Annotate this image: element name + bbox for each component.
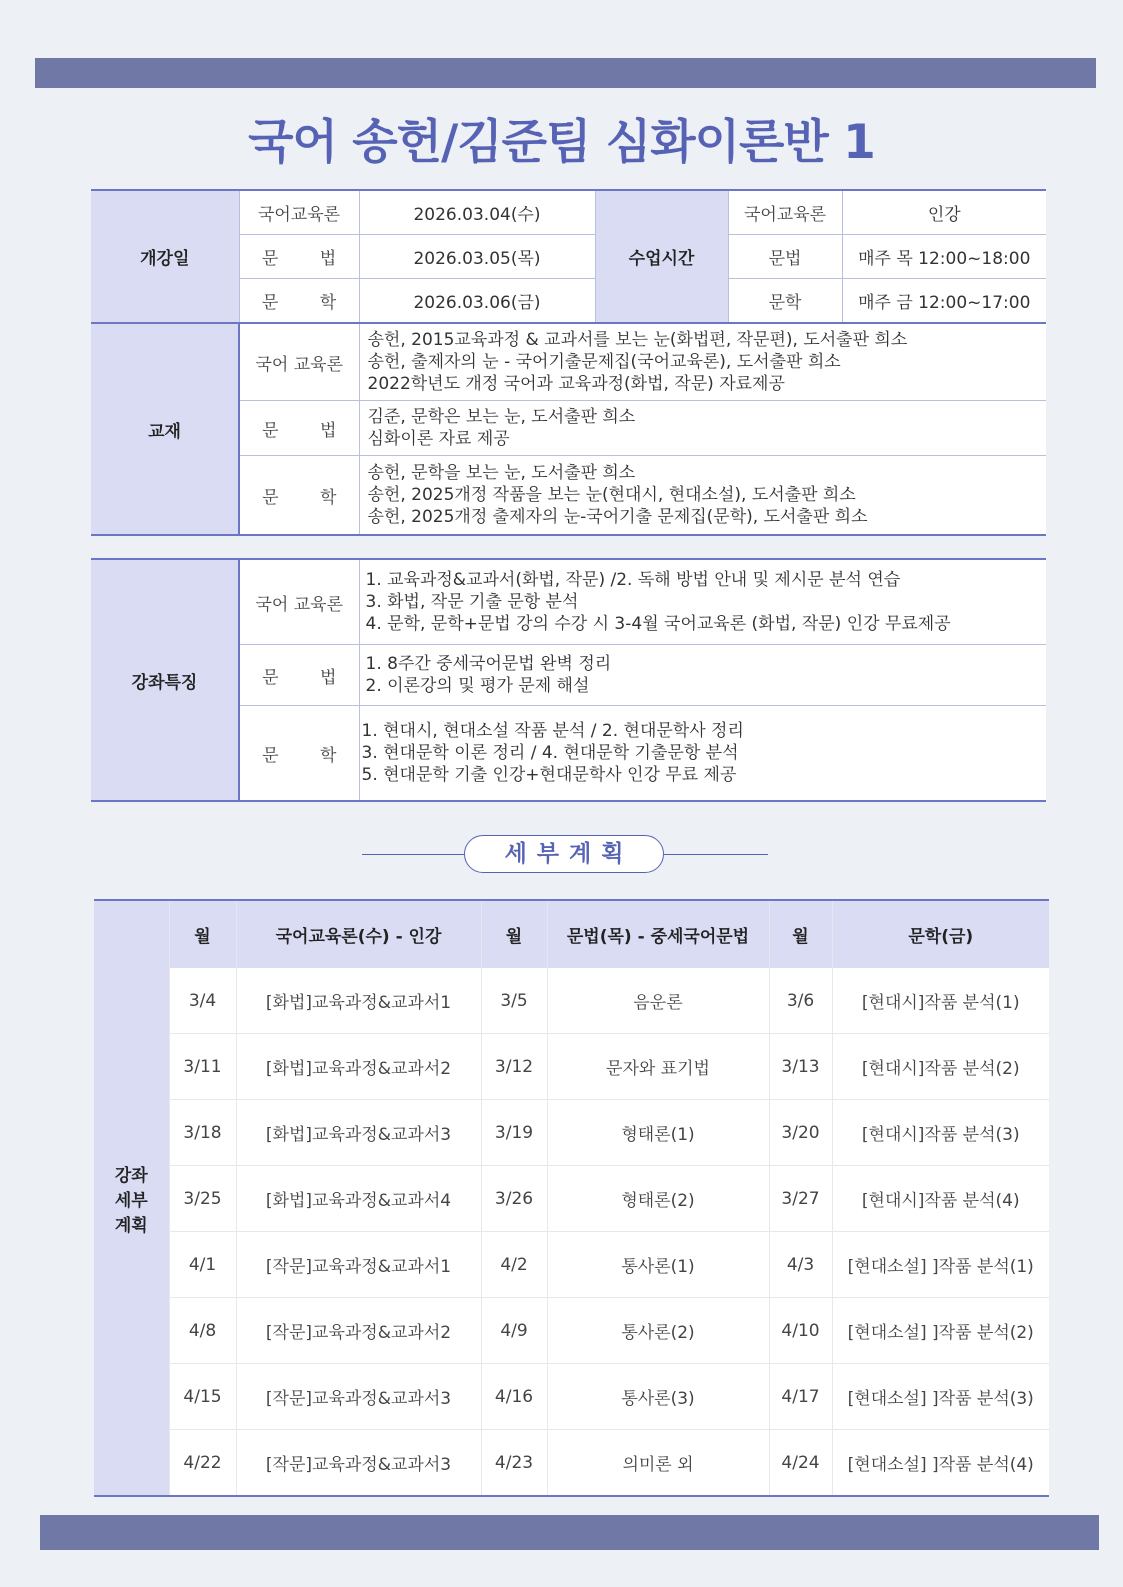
topic-cell: 통사론(2) <box>547 1298 769 1364</box>
col-header-month: 월 <box>769 900 832 968</box>
topic-cell: 음운론 <box>547 968 769 1034</box>
textbook-subject: 문 법 <box>239 401 359 456</box>
date-cell: 3/20 <box>769 1100 832 1166</box>
topic-cell: [화법]교육과정&교과서3 <box>236 1100 481 1166</box>
date-cell: 3/4 <box>169 968 236 1034</box>
class-time-subject: 문법 <box>728 235 842 279</box>
col-header-month: 월 <box>481 900 547 968</box>
date-cell: 4/8 <box>169 1298 236 1364</box>
class-time-value: 매주 목 12:00~18:00 <box>842 235 1046 279</box>
topic-cell: 형태론(2) <box>547 1166 769 1232</box>
date-cell: 4/1 <box>169 1232 236 1298</box>
course-info-table <box>91 189 1046 536</box>
textbook-line: 송헌, 2025개정 출제자의 눈-국어기출 문제집(문학), 도서출판 희소 <box>367 507 868 527</box>
textbook-list <box>359 323 1046 401</box>
class-time-value: 매주 금 12:00~17:00 <box>842 279 1046 324</box>
side-label-line: 강좌 <box>114 1165 148 1186</box>
topic-cell: 통사론(1) <box>547 1232 769 1298</box>
bottom-banner-bar <box>40 1515 1099 1550</box>
features-line: 3. 화법, 작문 기출 문항 분석 <box>365 592 579 612</box>
opening-date: 2026.03.04(수) <box>359 190 595 235</box>
textbook-line: 송헌, 문학을 보는 눈, 도서출판 희소 <box>367 463 636 483</box>
topic-cell: [현대소설] ]작품 분석(3) <box>832 1364 1049 1430</box>
textbook-list <box>359 401 1046 456</box>
course-features-table <box>91 558 1046 802</box>
textbook-line: 김준, 문학은 보는 눈, 도서출판 희소 <box>367 407 636 427</box>
class-time-subject: 문학 <box>728 279 842 324</box>
opening-subject: 문 법 <box>239 235 359 279</box>
features-line: 3. 현대문학 이론 정리 / 4. 현대문학 기출문항 분석 <box>361 743 739 763</box>
topic-cell: [작문]교육과정&교과서2 <box>236 1298 481 1364</box>
date-cell: 4/10 <box>769 1298 832 1364</box>
topic-cell: 문자와 표기법 <box>547 1034 769 1100</box>
top-banner-bar <box>35 58 1096 88</box>
topic-cell: [화법]교육과정&교과서1 <box>236 968 481 1034</box>
date-cell: 4/24 <box>769 1430 832 1497</box>
features-line: 4. 문학, 문학+문법 강의 수강 시 3-4월 국어교육론 (화법, 작문) 인강 무료제공 <box>365 614 951 634</box>
date-cell: 4/16 <box>481 1364 547 1430</box>
textbook-line: 2022학년도 개정 국어과 교육과정(화법, 작문) 자료제공 <box>367 374 785 394</box>
date-cell: 3/13 <box>769 1034 832 1100</box>
date-cell: 3/26 <box>481 1166 547 1232</box>
page-title: 국어 송헌/김준팀 심화이론반 1 <box>248 115 875 170</box>
textbook-line: 송헌, 출제자의 눈 - 국어기출문제집(국어교육론), 도서출판 희소 <box>367 352 841 372</box>
table-row <box>94 968 1049 1034</box>
table-row <box>94 1298 1049 1364</box>
topic-cell: [현대시]작품 분석(2) <box>832 1034 1049 1100</box>
features-subject: 국어 교육론 <box>239 559 359 645</box>
textbook-subject: 국어 교육론 <box>239 323 359 401</box>
topic-cell: [작문]교육과정&교과서3 <box>236 1430 481 1497</box>
features-label: 강좌특징 <box>91 559 239 801</box>
topic-cell: [화법]교육과정&교과서2 <box>236 1034 481 1100</box>
opening-date: 2026.03.05(목) <box>359 235 595 279</box>
textbook-line: 심화이론 자료 제공 <box>367 429 510 449</box>
topic-cell: [작문]교육과정&교과서3 <box>236 1364 481 1430</box>
col-header-grammar: 문법(목) - 중세국어문법 <box>547 900 769 968</box>
opening-subject: 국어교육론 <box>239 190 359 235</box>
topic-cell: [작문]교육과정&교과서1 <box>236 1232 481 1298</box>
features-line: 1. 8주간 중세국어문법 완벽 정리 <box>365 654 612 674</box>
section-heading: 세부계획 <box>464 835 664 873</box>
features-line: 1. 교육과정&교과서(화법, 작문) /2. 독해 방법 안내 및 제시문 분석 연습 <box>365 570 901 590</box>
date-cell: 3/25 <box>169 1166 236 1232</box>
opening-label: 개강일 <box>91 190 239 323</box>
date-cell: 4/22 <box>169 1430 236 1497</box>
topic-cell: 통사론(3) <box>547 1364 769 1430</box>
topic-cell: 의미론 외 <box>547 1430 769 1497</box>
topic-cell: [현대시]작품 분석(1) <box>832 968 1049 1034</box>
topic-cell: [현대소설] ]작품 분석(4) <box>832 1430 1049 1497</box>
schedule-side-label <box>94 900 169 1496</box>
features-subject: 문 법 <box>239 645 359 706</box>
date-cell: 3/5 <box>481 968 547 1034</box>
class-time-label: 수업시간 <box>595 190 728 323</box>
textbook-line: 송헌, 2025개정 작품을 보는 눈(현대시, 현대소설), 도서출판 희소 <box>367 485 856 505</box>
topic-cell: [현대소설] ]작품 분석(1) <box>832 1232 1049 1298</box>
date-cell: 3/12 <box>481 1034 547 1100</box>
date-cell: 4/15 <box>169 1364 236 1430</box>
features-line: 5. 현대문학 기출 인강+현대문학사 인강 무료 제공 <box>361 765 737 785</box>
table-row <box>94 1166 1049 1232</box>
topic-cell: 형태론(1) <box>547 1100 769 1166</box>
date-cell: 3/11 <box>169 1034 236 1100</box>
col-header-month: 월 <box>169 900 236 968</box>
topic-cell: [화법]교육과정&교과서4 <box>236 1166 481 1232</box>
date-cell: 4/17 <box>769 1364 832 1430</box>
date-cell: 3/27 <box>769 1166 832 1232</box>
textbook-subject: 문 학 <box>239 456 359 536</box>
date-cell: 3/19 <box>481 1100 547 1166</box>
opening-date: 2026.03.06(금) <box>359 279 595 324</box>
features-line: 2. 이론강의 및 평가 문제 해설 <box>365 676 590 696</box>
topic-cell: [현대시]작품 분석(3) <box>832 1100 1049 1166</box>
col-header-literature: 문학(금) <box>832 900 1049 968</box>
schedule-header-row <box>94 900 1049 968</box>
table-row <box>94 1364 1049 1430</box>
textbook-label: 교재 <box>91 323 239 535</box>
topic-cell: [현대소설] ]작품 분석(2) <box>832 1298 1049 1364</box>
topic-cell: [현대시]작품 분석(4) <box>832 1166 1049 1232</box>
textbook-line: 송헌, 2015교육과정 & 교과서를 보는 눈(화법편, 작문편), 도서출판 희소 <box>367 330 908 350</box>
table-row <box>94 1430 1049 1497</box>
schedule-table <box>94 899 1049 1497</box>
features-list <box>359 706 1046 802</box>
date-cell: 3/6 <box>769 968 832 1034</box>
table-row <box>94 1100 1049 1166</box>
table-row <box>94 1034 1049 1100</box>
date-cell: 4/23 <box>481 1430 547 1497</box>
side-label-line: 세부 <box>114 1190 148 1211</box>
class-time-subject: 국어교육론 <box>728 190 842 235</box>
opening-subject: 문 학 <box>239 279 359 324</box>
side-label-line: 계획 <box>114 1215 148 1236</box>
col-header-education: 국어교육론(수) - 인강 <box>236 900 481 968</box>
date-cell: 4/9 <box>481 1298 547 1364</box>
date-cell: 4/3 <box>769 1232 832 1298</box>
section-divider-right <box>664 854 768 855</box>
date-cell: 4/2 <box>481 1232 547 1298</box>
textbook-list <box>359 456 1046 536</box>
class-time-value: 인강 <box>842 190 1046 235</box>
features-list <box>359 559 1046 645</box>
features-list <box>359 645 1046 706</box>
features-subject: 문 학 <box>239 706 359 802</box>
table-row <box>94 1232 1049 1298</box>
section-divider-left <box>362 854 464 855</box>
features-line: 1. 현대시, 현대소설 작품 분석 / 2. 현대문학사 정리 <box>361 721 744 741</box>
date-cell: 3/18 <box>169 1100 236 1166</box>
